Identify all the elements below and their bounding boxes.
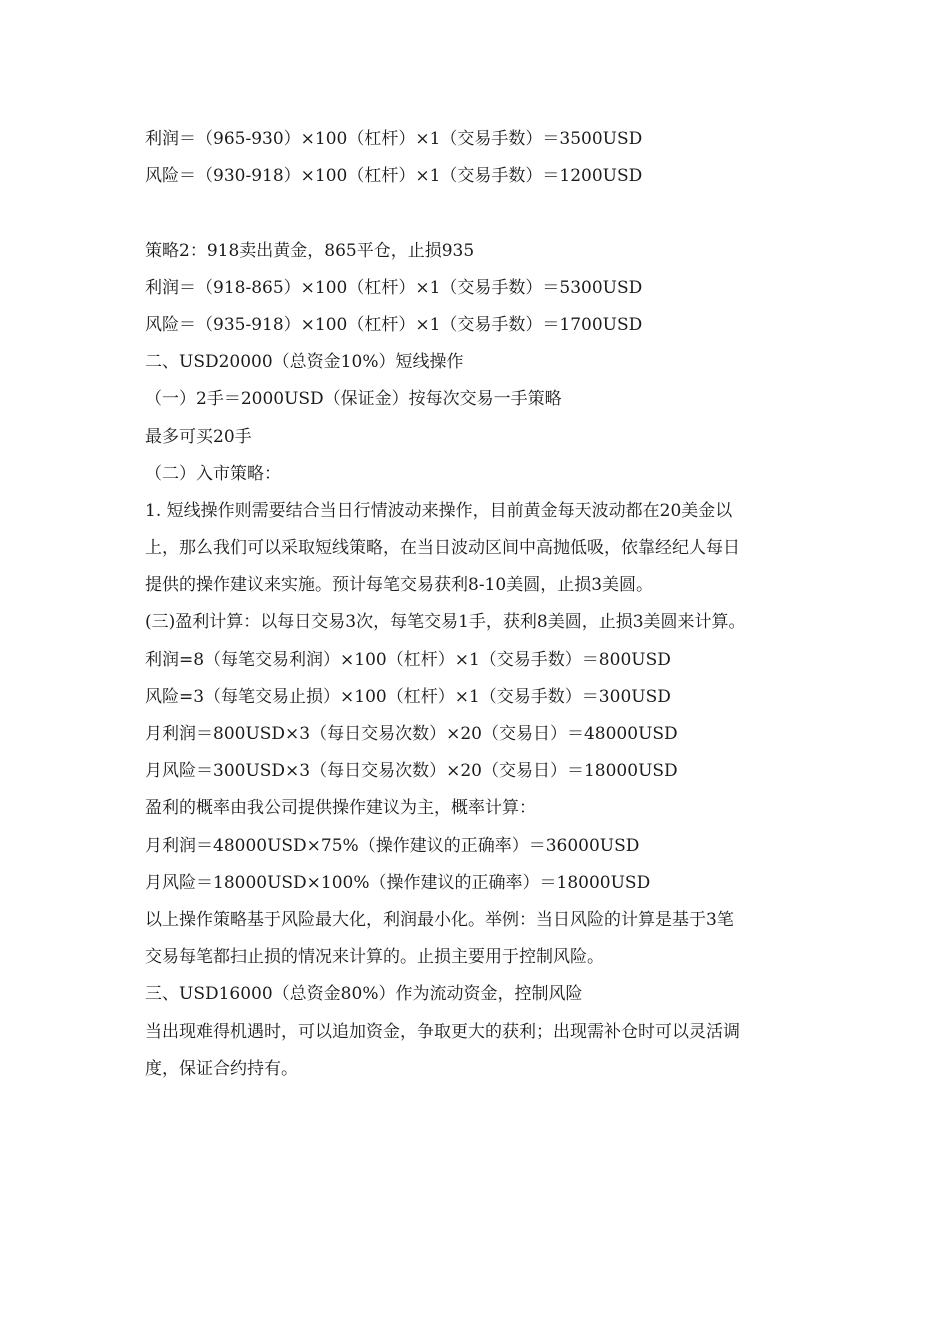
subsection-1-heading: （一）2手＝2000USD（保证金）按每次交易一手策略 (145, 389, 562, 410)
daily-risk-line: 风险=3（每笔交易止损）×100（杠杆）×1（交易手数）＝300USD (145, 686, 671, 707)
monthly-risk-line: 月风险＝300USD×3（每日交易次数）×20（交易日）＝18000USD (145, 761, 678, 782)
profit-line-strategy-1: 利润＝（965-930）×100（杠杆）×1（交易手数）＝3500USD (145, 129, 643, 149)
document-body (145, 121, 835, 1088)
subsection-2-heading: （二）入市策略： (145, 463, 281, 484)
daily-profit-line: 利润=8（每笔交易利润）×100（杠杆）×1（交易手数）＝800USD (145, 649, 671, 670)
section-2-heading: 二、USD20000（总资金10%）短线操作 (145, 352, 464, 373)
adjusted-monthly-profit-line: 月利润＝48000USD×75%（操作建议的正确率）＝36000USD (145, 835, 640, 856)
profit-line-strategy-2: 利润＝（918-865）×100（杠杆）×1（交易手数）＝5300USD (145, 277, 643, 298)
section-3-heading: 三、USD16000（总资金80%）作为流动资金，控制风险 (145, 984, 583, 1005)
strategy-2-heading: 策略2：918卖出黄金，865平仓，止损935 (145, 240, 475, 261)
subsection-3-heading: (三)盈利计算：以每日交易3次，每笔交易1手，获利8美圆，止损3美圆来计算。 (145, 612, 746, 633)
paragraph-line: 当出现难得机遇时，可以追加资金，争取更大的获利；出现需补仓时可以灵活调 (145, 1021, 740, 1042)
paragraph-line: 以上操作策略基于风险最大化，利润最小化。举例：当日风险的计算是基于3笔 (145, 909, 734, 930)
probability-intro-line: 盈利的概率由我公司提供操作建议为主，概率计算： (145, 798, 536, 819)
max-lots-line: 最多可买20手 (145, 426, 252, 447)
paragraph-line: 交易每笔都扫止损的情况来计算的。止损主要用于控制风险。 (145, 947, 604, 968)
paragraph-line: 度，保证合约持有。 (145, 1058, 298, 1079)
paragraph-line: 上，那么我们可以采取短线策略，在当日波动区间中高抛低吸，依靠经纪人每日 (145, 538, 740, 559)
blank-line (145, 195, 835, 232)
risk-line-strategy-2: 风险＝（935-918）×100（杠杆）×1（交易手数）＝1700USD (145, 314, 643, 335)
paragraph-line: 1. 短线操作则需要结合当日行情波动来操作，目前黄金每天波动都在20美金以 (145, 500, 733, 521)
paragraph-line: 提供的操作建议来实施。预计每笔交易获利8-10美圆，止损3美圆。 (145, 575, 654, 596)
monthly-profit-line: 月利润＝800USD×3（每日交易次数）×20（交易日）＝48000USD (145, 724, 678, 744)
risk-line-strategy-1: 风险＝（930-918）×100（杠杆）×1（交易手数）＝1200USD (145, 166, 643, 187)
adjusted-monthly-risk-line: 月风险＝18000USD×100%（操作建议的正确率）＝18000USD (145, 872, 651, 893)
